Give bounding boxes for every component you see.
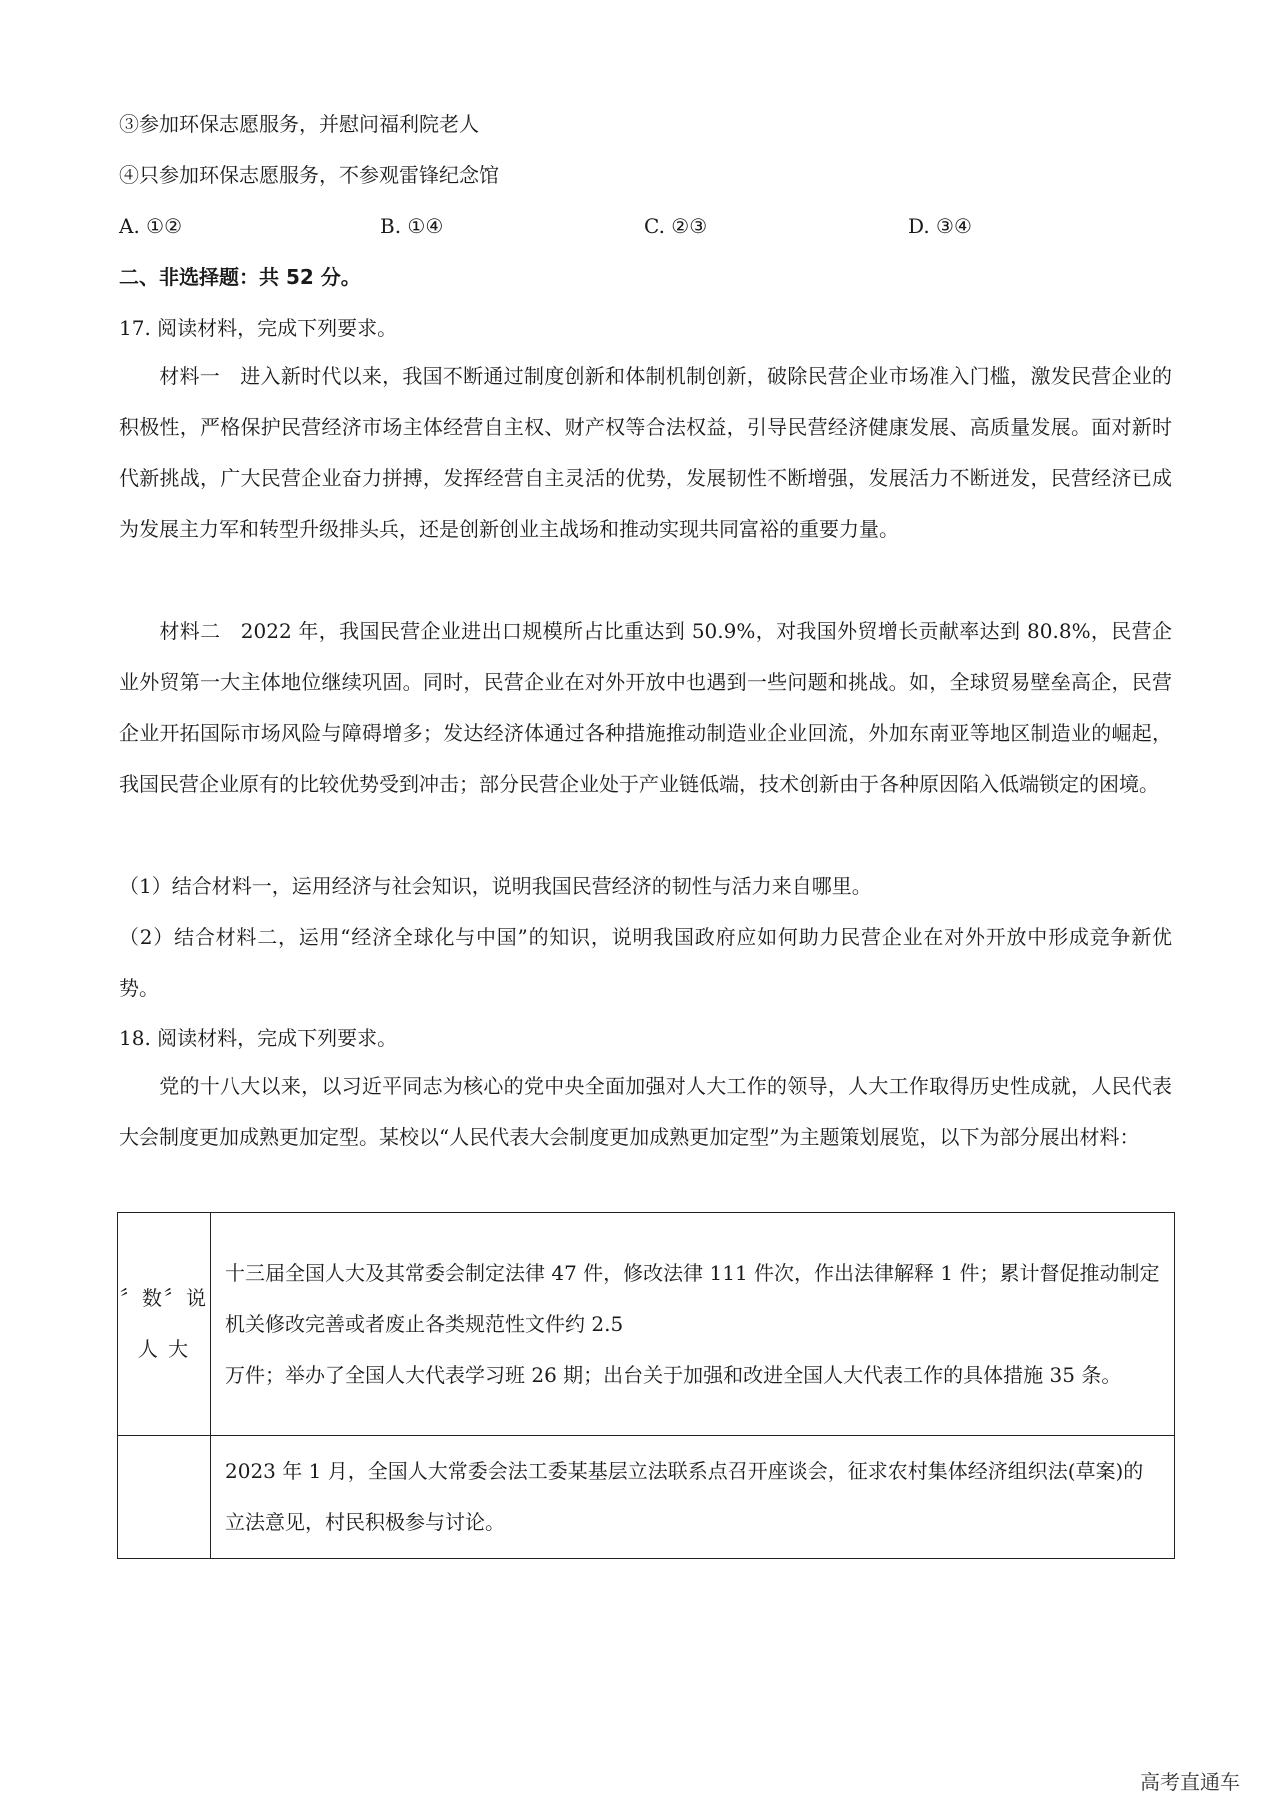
q17-sub-1: （1）结合材料一，运用经济与社会知识，说明我国民营经济的韧性与活力来自哪里。 bbox=[119, 874, 872, 898]
table-row bbox=[118, 1436, 1175, 1559]
section-title: 二、非选择题：共 52 分。 bbox=[119, 265, 361, 289]
q17-sub-2: （2）结合材料二，运用“经济全球化与中国”的知识，说明我国政府应如何助力民营企业在对外开放中形成竞争新优势。 bbox=[119, 925, 1172, 1000]
row-2-content: 2023 年 1 月，全国人大常委会法工委某基层立法联系点召开座谈会，征求农村集体经济组织法(草案)的立法意见，村民积极参与讨论。 bbox=[211, 1436, 1175, 1559]
row-2-label bbox=[118, 1436, 211, 1559]
row-1-content bbox=[211, 1213, 1175, 1436]
option-c: C. ②③ bbox=[644, 214, 708, 238]
option-d: D. ③④ bbox=[908, 214, 972, 238]
row-1-content-b: 万件；举办了全国人大代表学习班 26 期；出台关于加强和改进全国人大代表工作的具体措施 35 条。 bbox=[225, 1362, 1122, 1387]
choice-item-3: ③参加环保志愿服务，并慰问福利院老人 bbox=[119, 112, 479, 136]
q17-material-2 bbox=[119, 606, 1172, 810]
row-1-label: 〞数〞说 人 大 bbox=[118, 1213, 211, 1436]
choice-item-4: ④只参加环保志愿服务，不参观雷锋纪念馆 bbox=[119, 163, 499, 187]
q17-material-1 bbox=[119, 351, 1172, 555]
q17-material-2-text: 材料二 2022 年，我国民营企业进出口规模所占比重达到 50.9%，对我国外贸增长贡献率达到 80.8%，民营企业外贸第一大主体地位继续巩固。同时，民营企业在对外开放中也遇到一些问题和挑战。如，全球贸易壁垒高企，民营企业开拓国际市场风险与障碍增多；发达经济体通过各种措施推动制造业企业回流，外加东南亚等地区制造业的崛起，我国民营企业原有的比较优势受到冲击；部分民营企业处于产业链低端，技术创新由于各种原因陷入低端锁定的困境。 bbox=[119, 619, 1172, 796]
option-b: B. ①④ bbox=[380, 214, 444, 238]
brand-watermark: 高考直通车 bbox=[1140, 1770, 1240, 1794]
q17-stem: 17. 阅读材料，完成下列要求。 bbox=[119, 316, 398, 340]
option-a: A. ①② bbox=[119, 214, 183, 238]
q17-material-1-text: 材料一 进入新时代以来，我国不断通过制度创新和体制机制创新，破除民营企业市场准入门槛，激发民营企业的积极性，严格保护民营经济市场主体经营自主权、财产权等合法权益，引导民营经济健康发展、高质量发展。面对新时代新挑战，广大民营企业奋力拼搏，发挥经营自主灵活的优势，发展韧性不断增强，发展活力不断迸发，民营经济已成为发展主力军和转型升级排头兵，还是创新创业主战场和推动实现共同富裕的重要力量。 bbox=[119, 364, 1172, 541]
q18-intro-text: 党的十八大以来，以习近平同志为核心的党中央全面加强对人大工作的领导，人大工作取得历史性成就，人民代表大会制度更加成熟更加定型。某校以“人民代表大会制度更加成熟更加定型”为主题策划展览，以下为部分展出材料： bbox=[119, 1074, 1172, 1149]
table-row bbox=[118, 1213, 1175, 1436]
exhibit-table bbox=[117, 1212, 1175, 1559]
row-1-content-a: 十三届全国人大及其常委会制定法律 47 件，修改法律 111 件次，作出法律解释 1 件；累计督促推动制定机关修改完善或者废止各类规范性文件约 2.5 bbox=[225, 1260, 1160, 1336]
q18-stem: 18. 阅读材料，完成下列要求。 bbox=[119, 1026, 398, 1050]
q18-intro bbox=[119, 1061, 1172, 1163]
